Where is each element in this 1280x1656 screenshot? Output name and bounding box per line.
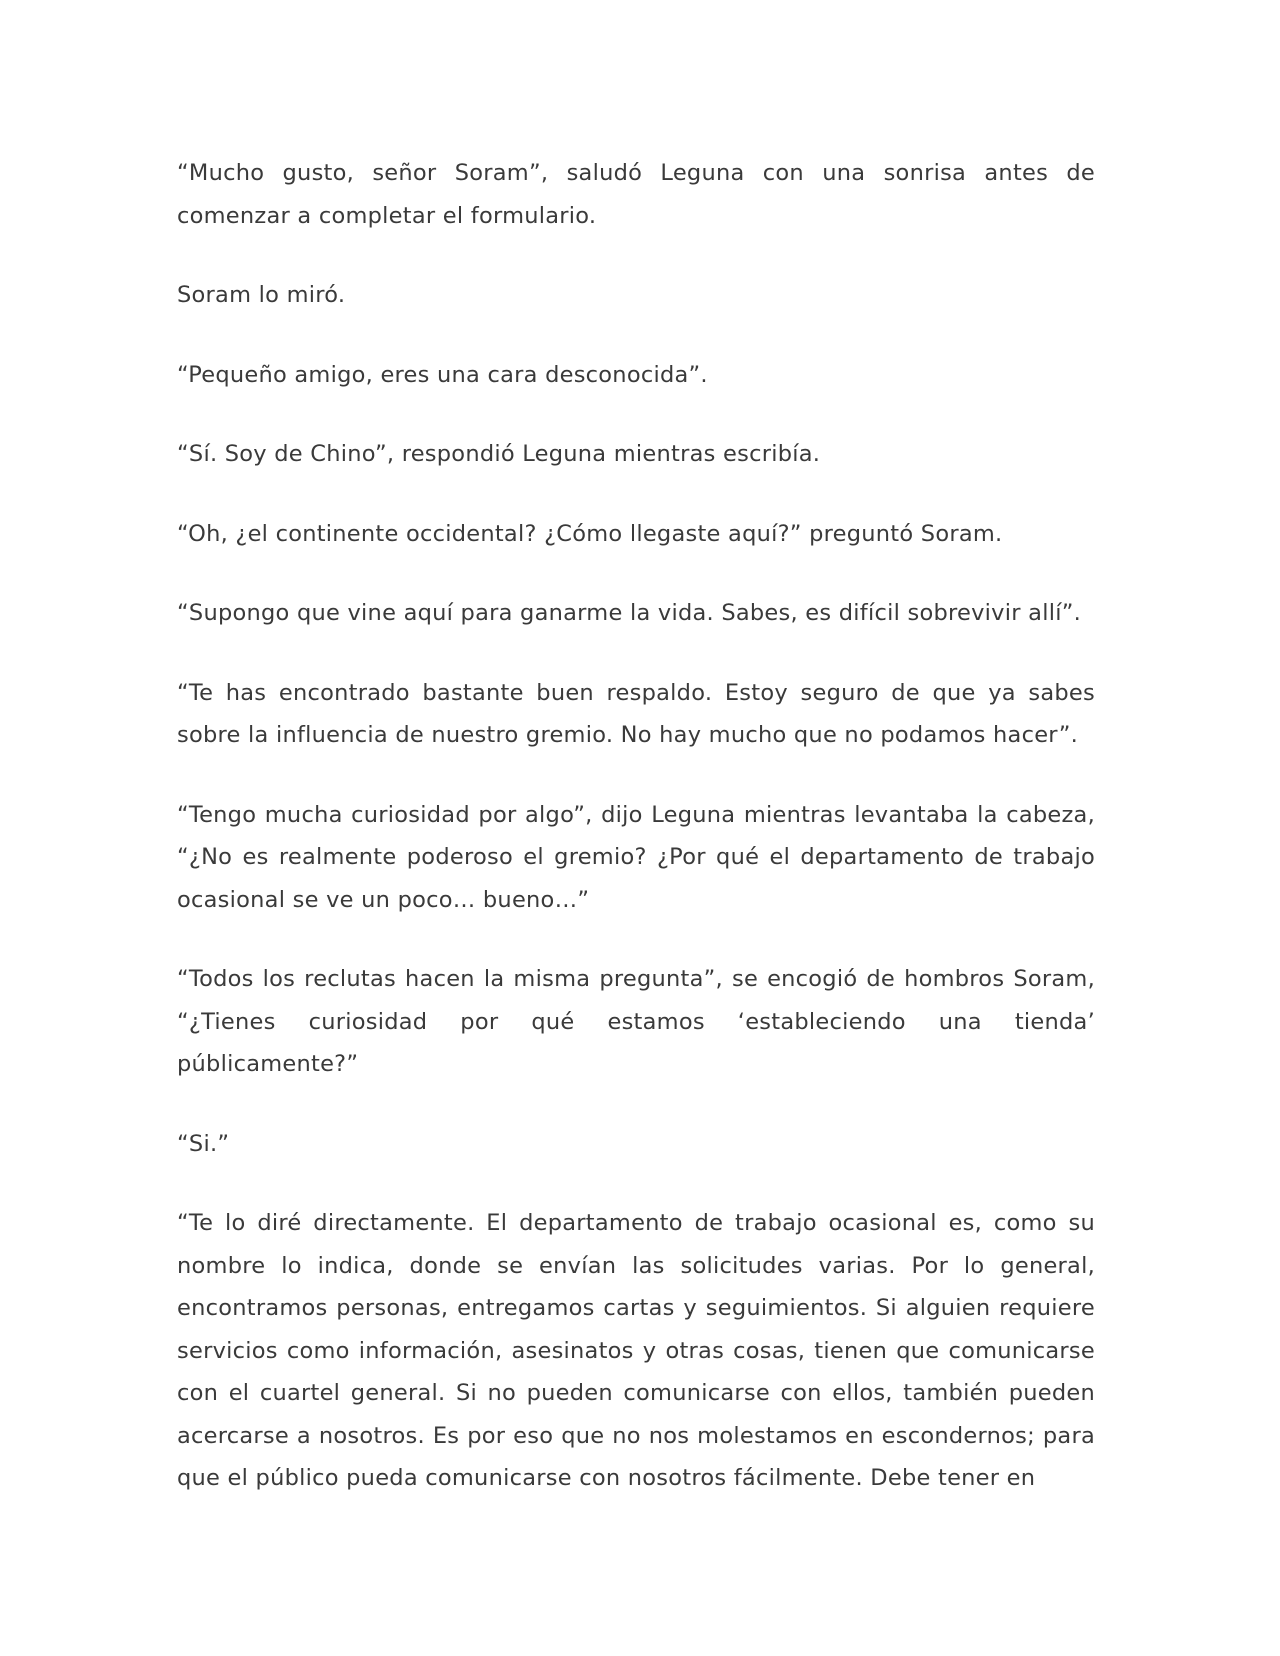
paragraph: “Tengo mucha curiosidad por algo”, dijo Leguna mientras levantaba la cabeza, “¿No es realmente poderoso el gremio? ¿Por qué el departamento de trabajo ocasional se ve un poco… bueno…” bbox=[177, 801, 1095, 913]
paragraph: Soram lo miró. bbox=[177, 282, 346, 308]
paragraph: “Te has encontrado bastante buen respaldo. Estoy seguro de que ya sabes sobre la influencia de nuestro gremio. No hay mucho que no podamos hacer”. bbox=[177, 679, 1095, 748]
paragraph: “Sí. Soy de Chino”, respondió Leguna mientras escribía. bbox=[177, 441, 821, 467]
paragraph: “Todos los reclutas hacen la misma pregunta”, se encogió de hombros Soram, “¿Tienes curiosidad por qué estamos ‘estableciendo una tienda’ públicamente?” bbox=[177, 966, 1095, 1077]
paragraph: “Si.” bbox=[177, 1130, 230, 1157]
paragraph: “Supongo que vine aquí para ganarme la vida. Sabes, es difícil sobrevivir allí”. bbox=[177, 600, 1082, 626]
paragraph: “Mucho gusto, señor Soram”, saludó Leguna con una sonrisa antes de comenzar a completar el formulario. bbox=[177, 160, 1095, 229]
paragraph: “Oh, ¿el continente occidental? ¿Cómo llegaste aquí?” preguntó Soram. bbox=[177, 520, 1003, 547]
paragraph: “Pequeño amigo, eres una cara desconocida”. bbox=[177, 361, 708, 388]
paragraph-last: “Te lo diré directamente. El departamento de trabajo ocasional es, como su nombre lo indica, donde se envían las solicitudes varias. Por lo general, encontramos personas, entregamos cartas y seguimientos. Si alguien requiere servicios como información, asesinatos y otras cosas, tienen que comunicarse con el cuartel general. Si no pueden comunicarse con ellos, también pueden acercarse a nosotros. Es por eso que no nos molestamos en escondernos; para que el público pueda comunicarse con nosotros fácilmente. Debe tener en bbox=[177, 1210, 1095, 1491]
document-page bbox=[177, 152, 1095, 1537]
